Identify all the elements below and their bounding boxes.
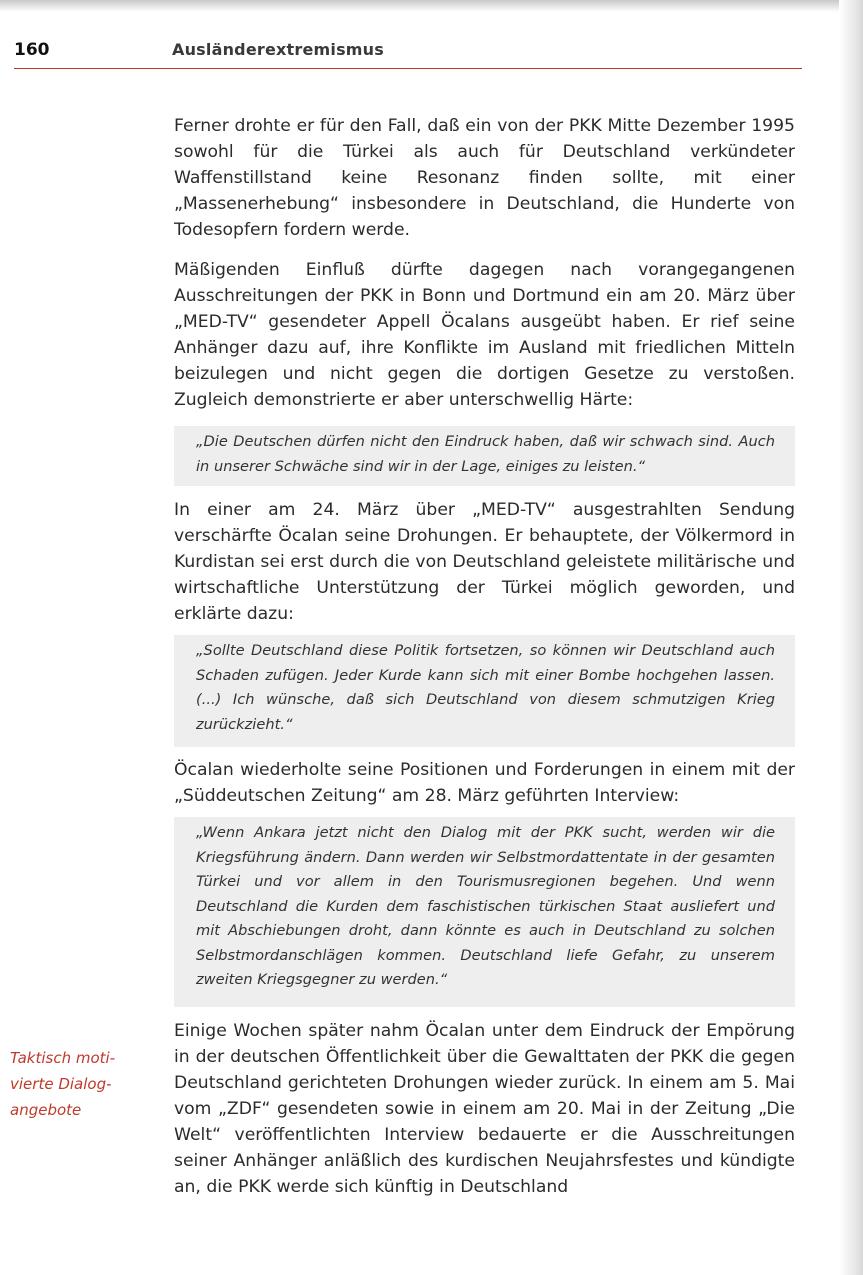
- paragraph-4: Öcalan wiederholte seine Positionen und Forderungen in einem mit der „Süddeutschen Zeitung“ am 28. März geführten Interview:: [174, 760, 795, 806]
- paragraph-1: Ferner drohte er für den Fall, daß ein von der PKK Mitte Dezember 1995 sowohl für die Türkei als auch für Deutschland verkündeter Waffenstillstand keine Resonanz finden sollte, mit einer „Massenerhebung“ insbesondere in Deutschland, die Hunderte von Todesopfern fordern werde.: [174, 116, 795, 240]
- scan-right-edge-shadow: [839, 0, 863, 1275]
- quote-box-2: [174, 635, 795, 747]
- margin-note: [10, 1045, 150, 1123]
- margin-note-line: Taktisch moti-: [10, 1049, 116, 1067]
- quote-2: „Sollte Deutschland diese Politik fortsetzen, so können wir Deutschland auch Schaden zufügen. Jeder Kurde kann sich mit einer Bombe hochgehen lassen. (...) Ich wünsche, daß sich Deutschland von diesem schmutzigen Krieg zurückzieht.“: [196, 642, 775, 733]
- quote-1: „Die Deutschen dürfen nicht den Eindruck haben, daß wir schwach sind. Auch in unserer Schwäche sind wir in der Lage, einiges zu leisten.“: [196, 433, 775, 475]
- paragraph-3-block: [174, 497, 795, 627]
- quote-box-3: [174, 817, 795, 1007]
- paragraph-5-block: [174, 1018, 795, 1200]
- header-rule: [14, 68, 802, 69]
- paragraph-1-block: [174, 113, 795, 243]
- paragraph-2-block: [174, 257, 795, 413]
- paragraph-3: In einer am 24. März über „MED-TV“ ausgestrahlten Sendung verschärfte Öcalan seine Drohungen. Er behauptete, der Völkermord in Kurdistan sei erst durch die von Deutschland geleistete militärische und wirtschaftliche Unterstützung der Türkei möglich geworden, und erklärte dazu:: [174, 500, 795, 624]
- paragraph-5: Einige Wochen später nahm Öcalan unter dem Eindruck der Empörung in der deutschen Öffentlichkeit über die Gewalttaten der PKK die gegen Deutschland gerichteten Drohungen wieder zurück. In einem am 5. Mai vom „ZDF“ gesendeten sowie in einem am 20. Mai in der Zeitung „Die Welt“ veröffentlichten Interview bedauerte er die Ausschreitungen seiner Anhänger anläßlich des kurdischen Neujahrsfestes und kündigte an, die PKK werde sich künftig in Deutschland: [174, 1021, 795, 1197]
- quote-box-1: [174, 426, 795, 486]
- margin-note-line: angebote: [10, 1101, 82, 1119]
- quote-3: „Wenn Ankara jetzt nicht den Dialog mit der PKK sucht, werden wir die Kriegsführung ändern. Dann werden wir Selbstmordattentate in der gesamten Türkei und vor allem in den Tourismusregionen begehen. Und wenn Deutschland die Kurden dem faschistischen türkischen Staat ausliefert und mit Abschiebungen droht, dann könnte es auch in Deutschland zu solchen Selbstmordanschlägen kommen. Deutschland liefe Gefahr, zu unserem zweiten Kriegsgegner zu werden.“: [196, 824, 775, 988]
- running-head: Ausländerextremismus: [172, 40, 384, 59]
- page-number: 160: [14, 40, 50, 60]
- paragraph-2: Mäßigenden Einfluß dürfte dagegen nach vorangegangenen Ausschreitungen der PKK in Bonn und Dortmund ein am 20. März über „MED-TV“ gesendeter Appell Öcalans ausgeübt haben. Er rief seine Anhänger dazu auf, ihre Konflikte im Ausland mit friedlichen Mitteln beizulegen und nicht gegen die dortigen Gesetze zu verstoßen. Zugleich demonstrierte er aber unterschwellig Härte:: [174, 260, 795, 410]
- paragraph-4-block: [174, 757, 795, 809]
- margin-note-line: vierte Dialog-: [10, 1075, 112, 1093]
- scan-top-shadow: [0, 0, 863, 12]
